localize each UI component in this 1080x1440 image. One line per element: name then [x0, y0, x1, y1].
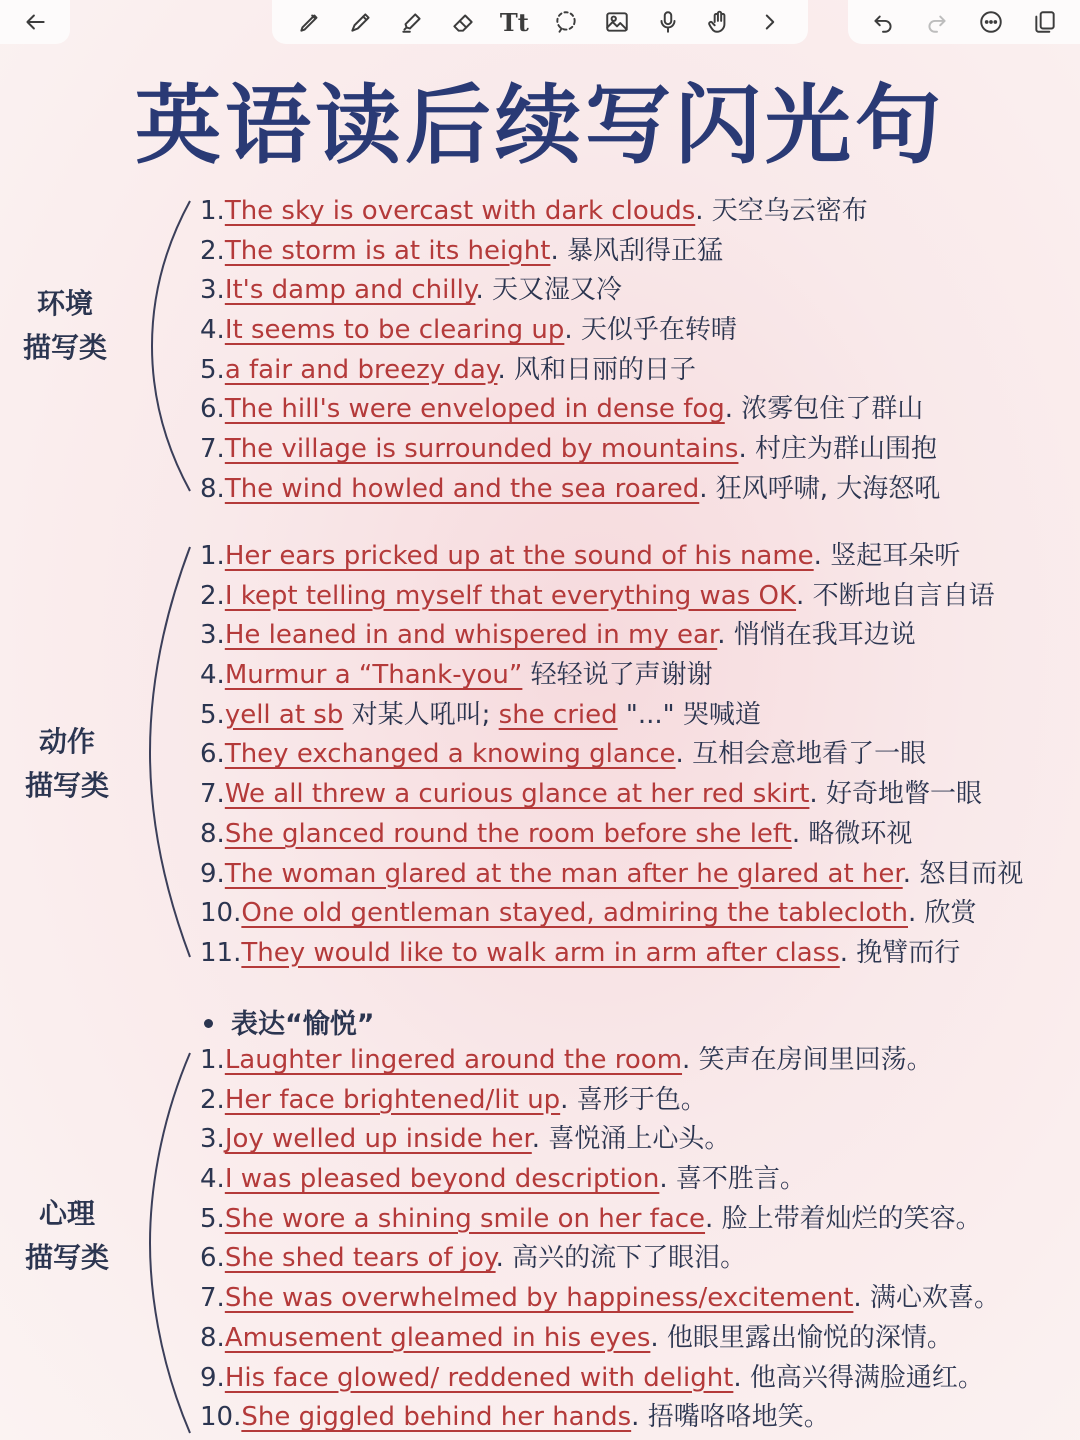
item-number: 10. — [200, 1402, 242, 1433]
highlighter-tool-button[interactable] — [395, 5, 429, 39]
item-number: 9. — [200, 858, 225, 889]
item-number: 1. — [200, 541, 225, 571]
item-chinese: 暴风刮得正猛 — [566, 235, 723, 266]
image-tool-button[interactable] — [600, 5, 634, 39]
list-item — [200, 470, 940, 510]
pencil-tool-button[interactable] — [344, 5, 378, 39]
item-separator: . — [550, 235, 567, 266]
item-separator: . — [699, 473, 716, 504]
category-label-line1: 动作 — [38, 725, 95, 758]
item-separator: . — [733, 1362, 750, 1393]
item-number: 7. — [200, 434, 225, 465]
category-label-line2: 描写类 — [22, 331, 107, 364]
list-psychology — [200, 1041, 1000, 1438]
item-english: It seems to be clearing up — [224, 315, 565, 346]
list-item — [200, 1160, 1000, 1200]
bracket-environment — [140, 196, 200, 496]
microphone-icon — [655, 9, 681, 35]
item-chinese: 互相会意地看了一眼 — [692, 739, 927, 770]
item-separator: . — [724, 394, 742, 425]
hand-icon — [706, 9, 732, 35]
item-english: She was overwhelmed by happiness/excitement — [224, 1283, 854, 1314]
item-english: a fair and breezy day — [224, 354, 498, 385]
item-english-2: she cried — [498, 699, 618, 730]
bracket-action — [140, 542, 200, 962]
item-chinese: 喜悦涌上心头。 — [548, 1124, 731, 1155]
item-english: They exchanged a knowing glance — [224, 739, 676, 770]
item-number: 6. — [200, 1243, 225, 1274]
drawing-toolbar — [272, 0, 808, 44]
item-chinese: 天空乌云密布 — [711, 196, 868, 226]
item-english: His face glowed/ reddened with delight — [224, 1362, 734, 1393]
item-english: She giggled behind her hands — [241, 1402, 632, 1433]
pen-icon — [297, 9, 323, 35]
item-number: 4. — [200, 315, 225, 346]
item-separator: . — [564, 315, 581, 346]
redo-button[interactable] — [920, 5, 954, 39]
item-chinese: 怒目而视 — [919, 858, 1024, 889]
item-chinese: 喜形于色。 — [576, 1084, 707, 1115]
item-separator: . — [495, 1243, 513, 1274]
copy-pages-icon — [1032, 9, 1058, 35]
item-number: 4. — [200, 660, 225, 691]
item-chinese: 笑声在房间里回荡。 — [698, 1045, 933, 1075]
item-english: One old gentleman stayed, admiring the tablecloth — [241, 898, 908, 929]
list-action — [200, 537, 1023, 974]
image-icon — [604, 9, 630, 35]
list-item — [200, 311, 940, 351]
item-english: Her ears pricked up at the sound of his name — [224, 541, 814, 571]
category-label-environment — [10, 282, 120, 370]
item-separator: . — [659, 1164, 676, 1195]
item-chinese: "..." 哭喊道 — [617, 699, 761, 730]
item-english: Amusement gleamed in his eyes — [224, 1322, 651, 1353]
item-separator: . — [675, 739, 693, 770]
item-number: 6. — [200, 394, 225, 425]
lasso-icon — [553, 9, 579, 35]
eraser-icon — [450, 9, 476, 35]
item-number: 3. — [200, 1124, 225, 1155]
item-english: She glanced round the room before she left — [224, 818, 792, 849]
list-item — [200, 1279, 1000, 1319]
item-english: Laughter lingered around the room — [224, 1045, 683, 1075]
item-number: 9. — [200, 1362, 225, 1393]
item-number: 5. — [200, 699, 225, 730]
item-separator: . — [497, 354, 515, 385]
bullet-icon — [204, 1019, 213, 1028]
item-separator: . — [809, 779, 826, 810]
item-chinese: 好奇地瞥一眼 — [825, 779, 982, 810]
item-english: The sky is overcast with dark clouds — [224, 196, 696, 226]
item-number: 8. — [200, 1322, 225, 1353]
list-item — [200, 577, 1023, 617]
item-separator: . — [695, 196, 712, 226]
item-chinese: 悄悄在我耳边说 — [733, 620, 916, 651]
item-number: 2. — [200, 1084, 225, 1115]
item-chinese: 他眼里露出愉悦的深情。 — [666, 1322, 953, 1353]
item-chinese: 挽臂而行 — [856, 937, 961, 968]
item-english: The storm is at its height — [224, 235, 551, 266]
item-chinese: 狂风呼啸, 大海怒吼 — [715, 473, 941, 504]
list-item — [200, 815, 1023, 855]
back-button[interactable] — [18, 5, 52, 39]
item-separator: . — [796, 580, 813, 611]
item-english: I kept telling myself that everything was OK — [224, 580, 797, 611]
item-number: 5. — [200, 1203, 225, 1234]
item-number: 5. — [200, 354, 225, 385]
item-chinese: 天又湿又冷 — [492, 275, 623, 306]
eraser-tool-button[interactable] — [446, 5, 480, 39]
category-label-line1: 心理 — [38, 1197, 95, 1230]
list-item — [200, 430, 940, 470]
item-english: He leaned in and whispered in my ear — [224, 620, 718, 651]
pages-button[interactable] — [1028, 5, 1062, 39]
item-separator: . — [738, 434, 755, 465]
item-separator — [522, 660, 530, 690]
item-english: yell at sb — [224, 699, 344, 730]
lasso-tool-button[interactable] — [549, 5, 583, 39]
more-options-button[interactable] — [974, 5, 1008, 39]
item-chinese: 风和日丽的日子 — [514, 354, 697, 385]
item-separator: . — [682, 1045, 699, 1075]
category-label-action — [12, 720, 122, 808]
item-english: She wore a shining smile on her face — [224, 1203, 706, 1234]
item-separator: . — [839, 937, 857, 968]
item-chinese: 村庄为群山围抱 — [754, 434, 937, 465]
item-chinese: 他高兴得满脸通红。 — [749, 1362, 984, 1393]
category-label-psychology — [12, 1192, 122, 1280]
item-number: 6. — [200, 739, 225, 770]
item-separator: . — [531, 1124, 549, 1155]
list-item — [200, 232, 940, 272]
item-chinese: 浓雾包住了群山 — [741, 394, 924, 425]
microphone-tool-button[interactable] — [651, 5, 685, 39]
item-number: 1. — [200, 196, 225, 226]
item-number: 3. — [200, 620, 225, 651]
item-chinese: 脸上带着灿烂的笑容。 — [721, 1203, 982, 1234]
item-chinese: 高兴的流下了眼泪。 — [512, 1243, 747, 1274]
item-chinese: 喜不胜言。 — [675, 1164, 806, 1195]
item-separator: . — [705, 1203, 722, 1234]
item-english: Her face brightened/lit up — [224, 1084, 561, 1115]
item-chinese: 捂嘴咯咯地笑。 — [647, 1402, 830, 1433]
undo-button[interactable] — [866, 5, 900, 39]
item-chinese: 竖起耳朵听 — [830, 541, 961, 571]
item-english: The wind howled and the sea roared — [224, 473, 700, 504]
item-number: 8. — [200, 473, 225, 504]
bracket-psychology — [140, 1048, 200, 1438]
item-number: 8. — [200, 818, 225, 849]
top-left-toolbar — [0, 0, 70, 44]
list-item — [200, 1319, 1000, 1359]
category-label-line2: 描写类 — [24, 1241, 109, 1274]
category-label-line1: 环境 — [36, 287, 93, 320]
text-tool-button[interactable] — [497, 5, 531, 39]
item-separator: . — [907, 898, 925, 929]
list-item — [200, 351, 940, 391]
item-separator: . — [813, 541, 831, 571]
item-english: The woman glared at the man after he glared at her — [224, 858, 903, 889]
more-tools-button[interactable] — [753, 5, 787, 39]
list-item — [200, 537, 1023, 577]
list-environment — [200, 192, 940, 510]
item-number: 10. — [200, 898, 242, 929]
redo-icon — [924, 9, 950, 35]
pencil-icon — [348, 9, 374, 35]
item-number: 7. — [200, 779, 225, 810]
list-item — [200, 934, 1023, 974]
page-title: 英语读后续写闪光句 — [135, 76, 945, 176]
chevron-right-icon — [757, 9, 783, 35]
item-english: The village is surrounded by mountains — [224, 434, 739, 465]
list-item — [200, 1398, 1000, 1438]
item-chinese: 不断地自言自语 — [812, 580, 995, 611]
list-item — [200, 390, 940, 430]
arrow-left-icon — [22, 9, 48, 35]
list-item — [200, 894, 1023, 934]
item-english: It's damp and chilly — [224, 275, 476, 306]
item-separator: . — [791, 818, 809, 849]
list-item — [200, 1081, 1000, 1121]
list-item — [200, 775, 1023, 815]
item-separator: . — [475, 275, 492, 306]
list-item — [200, 616, 1023, 656]
text-tool-icon: Tt — [499, 7, 529, 37]
item-number: 4. — [200, 1164, 225, 1195]
item-chinese: 欣赏 — [924, 898, 977, 929]
item-english: The hill's were enveloped in dense fog — [224, 394, 725, 425]
item-number: 1. — [200, 1045, 225, 1075]
item-chinese: 略微环视 — [808, 818, 913, 849]
item-separator: . — [560, 1084, 577, 1115]
list-item — [200, 855, 1023, 895]
item-number: 3. — [200, 275, 225, 306]
category-label-line2: 描写类 — [24, 769, 109, 802]
list-item — [200, 192, 940, 232]
list-item — [200, 656, 1023, 696]
ellipsis-circle-icon — [978, 9, 1004, 35]
item-separator: . — [650, 1322, 667, 1353]
item-separator: . — [853, 1283, 870, 1314]
item-english: I was pleased beyond description — [224, 1164, 660, 1195]
item-english: We all threw a curious glance at her red skirt — [224, 779, 810, 810]
item-separator: . — [902, 858, 920, 889]
list-item — [200, 735, 1023, 775]
subheader-text: 表达“愉悦” — [231, 1009, 375, 1040]
item-number: 2. — [200, 580, 225, 611]
item-english: Murmur a “Thank-you” — [224, 660, 523, 691]
top-right-toolbar — [848, 0, 1080, 44]
item-separator: 对某人吼叫; — [343, 699, 499, 730]
highlighter-icon — [399, 9, 425, 35]
item-separator: . — [631, 1402, 648, 1433]
list-item — [200, 1239, 1000, 1279]
hand-tool-button[interactable] — [702, 5, 736, 39]
list-item — [200, 1200, 1000, 1240]
pen-tool-button[interactable] — [293, 5, 327, 39]
list-item — [200, 696, 1023, 736]
item-english: She shed tears of joy — [224, 1243, 496, 1274]
list-item — [200, 1359, 1000, 1399]
item-chinese: 轻轻说了声谢谢 — [530, 660, 713, 691]
item-number: 2. — [200, 235, 225, 266]
list-item — [200, 1041, 1000, 1081]
item-english: Joy welled up inside her — [224, 1124, 532, 1155]
item-chinese: 满心欢喜。 — [869, 1283, 1000, 1314]
subheader-pleasure — [200, 1002, 375, 1041]
item-number: 7. — [200, 1283, 225, 1314]
undo-icon — [870, 9, 896, 35]
list-item — [200, 1120, 1000, 1160]
item-english: They would like to walk arm in arm after class — [241, 937, 840, 968]
item-number: 11. — [200, 937, 242, 968]
item-separator: . — [717, 620, 734, 651]
item-chinese: 天似乎在转晴 — [580, 315, 737, 346]
list-item — [200, 271, 940, 311]
